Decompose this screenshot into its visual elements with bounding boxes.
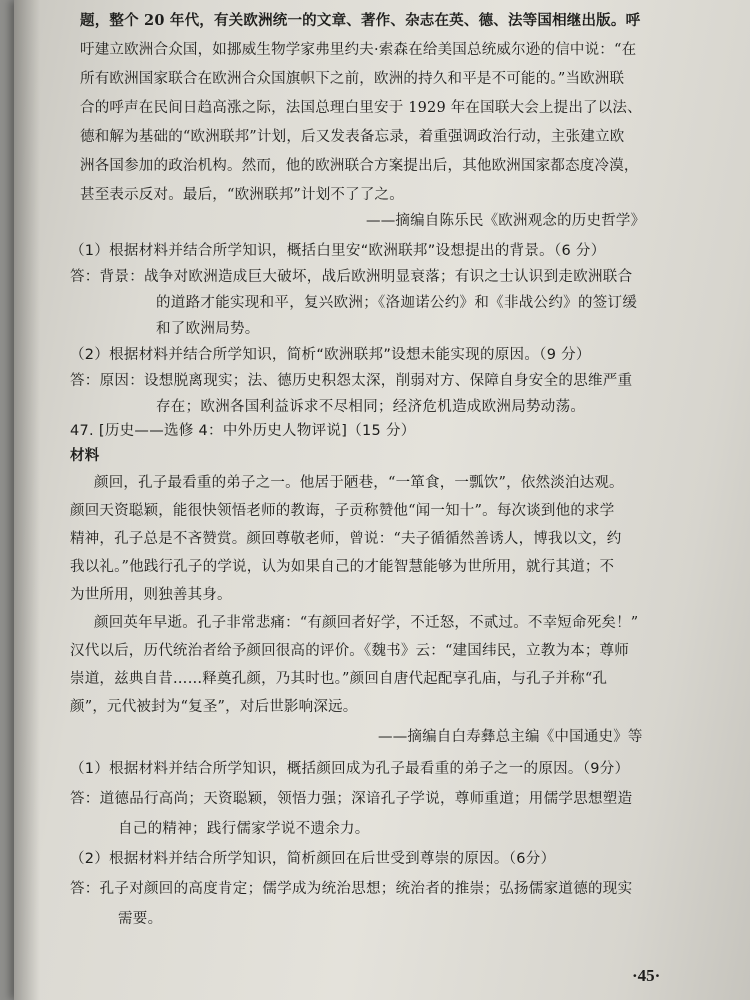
book-page xyxy=(14,0,750,1000)
intro-line: 所有欧洲国家联合在欧洲合众国旗帜下之前，欧洲的持久和平是不可能的。”当欧洲联 xyxy=(80,71,625,87)
q47-para2-line: 颜回英年早逝。孔子非常悲痛：“有颜回者好学，不迁怒，不贰过。不幸短命死矣！” xyxy=(94,615,639,631)
q47-para1-line: 精神，孔子总是不吝赞赏。颜回尊敬老师，曾说：“夫子循循然善诱人，博我以文，约 xyxy=(70,531,622,547)
q47-para1-line: 为世所用，则独善其身。 xyxy=(70,587,232,603)
q47-sub1-answer-line: 答：道德品行高尚；天资聪颖，领悟力强；深谙孔子学说，尊师重道；用儒学思想塑造 xyxy=(70,791,633,807)
q46-sub2-answer-line: 答：原因：设想脱离现实；法、德历史积怨太深，削弱对方、保障自身安全的思维严重 xyxy=(70,373,633,389)
q47-para2-line: 崇道，兹典自昔……释奠孔颜，乃其时也。”颜回自唐代起配享孔庙，与孔子并称“孔 xyxy=(70,671,608,687)
intro-line: 合的呼声在民间日趋高涨之际，法国总理白里安于 1929 年在国联大会上提出了以法、 xyxy=(80,100,642,116)
q47-para1-line: 我以礼。”他践行孔子的学说，认为如果自己的才能智慧能够为世所用，就行其道；不 xyxy=(70,559,615,575)
q47-sub2-answer-line: 需要。 xyxy=(118,911,163,927)
q47-para2-line: 颜”，元代被封为“复圣”，对后世影响深远。 xyxy=(70,699,358,715)
q47-sub2-answer-line: 答：孔子对颜回的高度肯定；儒学成为统治思想；统治者的推崇；弘扬儒家道德的现实 xyxy=(70,881,633,897)
q46-sub2-question: （2）根据材料并结合所学知识，简析“欧洲联邦”设想未能实现的原因。（9 分） xyxy=(70,347,591,363)
q47-sub1-answer-line: 自己的精神；践行儒家学说不遗余力。 xyxy=(118,821,370,837)
page-number: ·45· xyxy=(632,966,661,985)
q47-para1-line: 颜回天资聪颖，能很快领悟老师的教诲，子贡称赞他“闻一知十”。每次谈到他的求学 xyxy=(70,503,615,519)
q46-sub2-answer-line: 存在；欧洲各国利益诉求不尽相同；经济危机造成欧洲局势动荡。 xyxy=(156,399,586,415)
intro-line: 甚至表示反对。最后，“欧洲联邦”计划不了了之。 xyxy=(80,187,404,203)
q47-header: 47. [历史——选修 4：中外历史人物评说]（15 分） xyxy=(70,423,416,439)
q46-sub1-answer-line: 和了欧洲局势。 xyxy=(156,321,260,337)
intro-source: ——摘编自陈乐民《欧洲观念的历史哲学》 xyxy=(366,213,646,229)
q46-sub1-question: （1）根据材料并结合所学知识，概括白里安“欧洲联邦”设想提出的背景。（6 分） xyxy=(70,243,606,259)
intro-line: 洲各国参加的政治机构。然而，他的欧洲联合方案提出后，其他欧洲国家都态度冷漠， xyxy=(80,158,639,174)
q47-sub1-question: （1）根据材料并结合所学知识，概括颜回成为孔子最看重的弟子之一的原因。（9分） xyxy=(70,761,630,777)
q47-para1-line: 颜回，孔子最看重的弟子之一。他居于陋巷，“一箪食，一瓢饮”，依然淡泊达观。 xyxy=(94,475,624,491)
q47-source: ——摘编自白寿彝总主编《中国通史》等 xyxy=(378,729,643,745)
q47-sub2-question: （2）根据材料并结合所学知识，简析颜回在后世受到尊崇的原因。（6分） xyxy=(70,851,556,867)
q46-sub1-answer-line: 答：背景：战争对欧洲造成巨大破坏，战后欧洲明显衰落；有识之士认识到走欧洲联合 xyxy=(70,269,633,285)
q46-sub1-answer-line: 的道路才能实现和平，复兴欧洲；《洛迦诺公约》和《非战公约》的签订缓 xyxy=(156,295,638,311)
intro-line: 题，整个 20 年代，有关欧洲统一的文章、著作、杂志在英、德、法等国相继出版。呼 xyxy=(80,12,641,29)
q47-material-label: 材料 xyxy=(70,448,100,464)
intro-line: 吁建立欧洲合众国，如挪威生物学家弗里约夫·索森在给美国总统威尔逊的信中说：“在 xyxy=(80,42,637,58)
intro-line: 德和解为基础的“欧洲联邦”计划，后又发表备忘录，着重强调政治行动，主张建立欧 xyxy=(80,129,625,145)
q47-para2-line: 汉代以后，历代统治者给予颜回很高的评价。《魏书》云：“建国纬民，立教为本；尊师 xyxy=(70,643,629,659)
